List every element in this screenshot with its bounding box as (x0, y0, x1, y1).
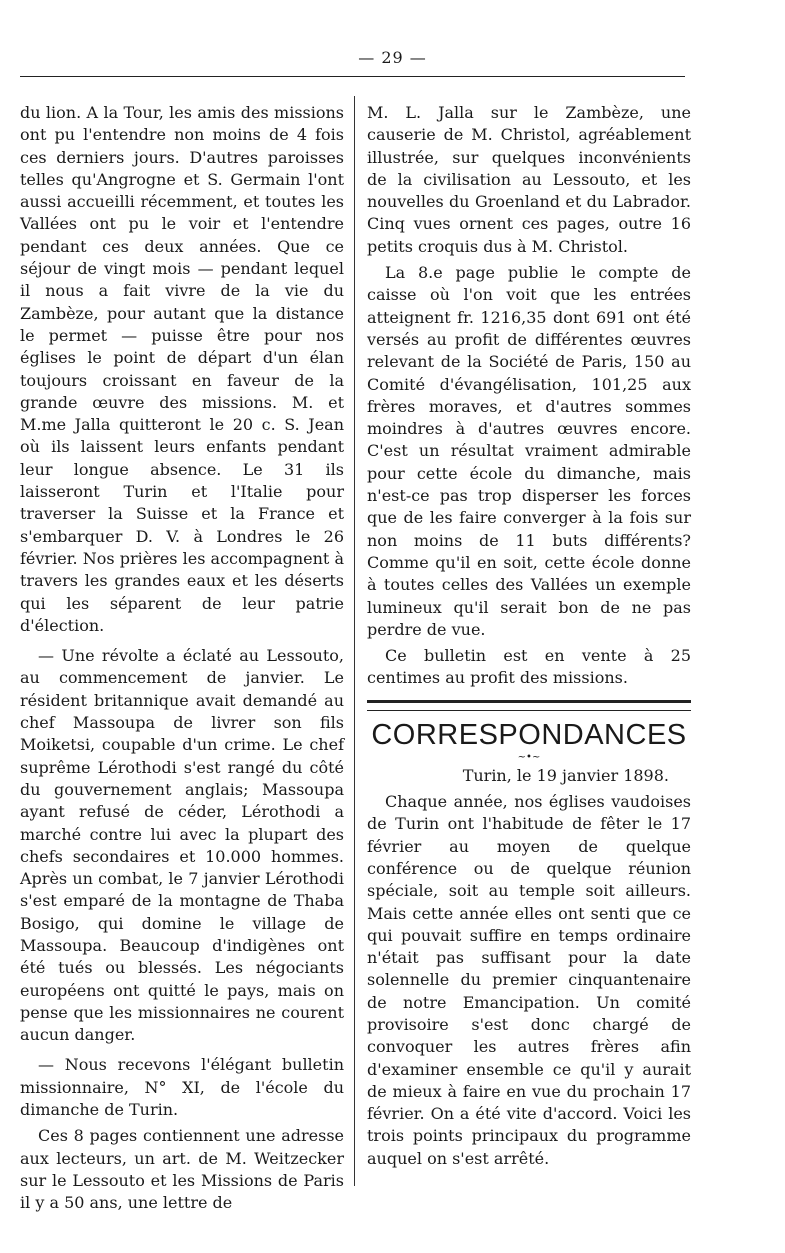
section-rule (367, 700, 691, 711)
title-ornament: ~•~ (517, 751, 541, 763)
paragraph-bulletin: — Nous recevons l'élégant bulletin missionnaire, N° XI, de l'école du dimanche de Turin. (20, 1055, 344, 1120)
paragraph-bulletin-contents: Ces 8 pages contiennent une adresse aux lecteurs, un art. de M. Weitzecker sur le Lessouto et les Missions de Paris il y a 50 ans, une lettre de (20, 1126, 344, 1213)
paragraph-revolte-lessouto: — Une révolte a éclaté au Lessouto, au commencement de janvier. Le résident britannique avait demandé au chef Massoupa de livrer son fils Moiketsi, coupable d'un crime. Le chef suprême Lérothodi s'est rangé du côté du gouvernement anglais; Massoupa ayant refusé de céder, Lérothodi a marché contre lui avec la plupart des chefs secondaires et 10.000 hommes. Après un combat, le 7 janvier Lérothodi s'est emparé de la montagne de Thaba Bosigo, qui domine le village de Massoupa. Beaucoup d'indigènes ont été tués ou blessés. Les négociants européens ont quitté le pays, mais on pense que les missionnaires ne courent aucun danger. (20, 646, 344, 1045)
column-divider (354, 96, 355, 1186)
paragraph-missions-lion: du lion. A la Tour, les amis des missions ont pu l'entendre non moins de 4 fois ces derniers jours. D'autres paroisses telles qu'Angrogne et S. Germain l'ont aussi accueilli récemment, et toutes les Vallées ont pu le voir et l'entendre pendant ces deux années. Que ce séjour de vingt mois — pendant lequel il nous a fait vivre de la vie du Zambèze, pour autant que la distance le permet — puisse être pour nos églises le point de départ d'un élan toujours croissant en faveur de la grande œuvre des missions. M. et M.me Jalla quitteront le 20 c. S. Jean où ils laissent leurs enfants pendant leur longue absence. Le 31 ils laisseront Turin et l'Italie pour traverser la Suisse et la France et s'embarquer D. V. à Londres le 26 février. Nos prières les accompagnent à travers les grandes eaux et les déserts qui les séparent de leur patrie d'élection. (20, 103, 344, 635)
paragraph-correspondance: Chaque année, nos églises vaudoises de Turin ont l'habitude de fêter le 17 février au moyen de quelque conférence ou de quelque réunion spéciale, soit au temple soit ailleurs. Mais cette année elles ont senti que ce qui pouvait suffire en temps ordinaire n'était pas suffisant pour la date solennelle du premier cinquantenaire de notre Emancipation. Un comité provisoire s'est donc chargé de convoquer les autres frères afin d'examiner ensemble ce qu'il y aurait de mieux à faire en vue du prochain 17 février. On a été vite d'accord. Voici les trois points principaux du programme auquel on s'est arrêté. (367, 792, 691, 1168)
left-column (20, 102, 344, 1215)
right-column (367, 102, 691, 1170)
paragraph-compte-caisse: La 8.e page publie le compte de caisse où l'on voit que les entrées atteignent fr. 1216,35 dont 691 ont été versés au profit de différentes œuvres relevant de la Société de Paris, 150 au Comité d'évangélisation, 101,25 aux frères moraves, et d'autres sommes moindres à d'autres œuvres encore. C'est un résultat vraiment admirable pour cette école du dimanche, mais n'est-ce pas trop disperser les forces que de les faire converger à la fois sur non moins de 11 buts différents? Comme qu'il en soit, cette école donne à toutes celles des Vallées un exemple lumineux qu'il serait bon de ne pas perdre de vue. (367, 263, 691, 639)
dateline: Turin, le 19 janvier 1898. (462, 765, 669, 785)
paragraph-jalla-zambeze: M. L. Jalla sur le Zambèze, une causerie de M. Christol, agréablement illustrée, sur quelques inconvénients de la civilisation au Lessouto, et les nouvelles du Groenland et du Labrador. Cinq vues ornent ces pages, outre 16 petits croquis dus à M. Christol. (367, 103, 691, 256)
page-number: — 29 — (358, 48, 427, 67)
section-title: CORRESPONDANCES (371, 718, 687, 751)
header-rule (20, 76, 685, 77)
paragraph-vente: Ce bulletin est en vente à 25 centimes au profit des missions. (367, 646, 691, 688)
